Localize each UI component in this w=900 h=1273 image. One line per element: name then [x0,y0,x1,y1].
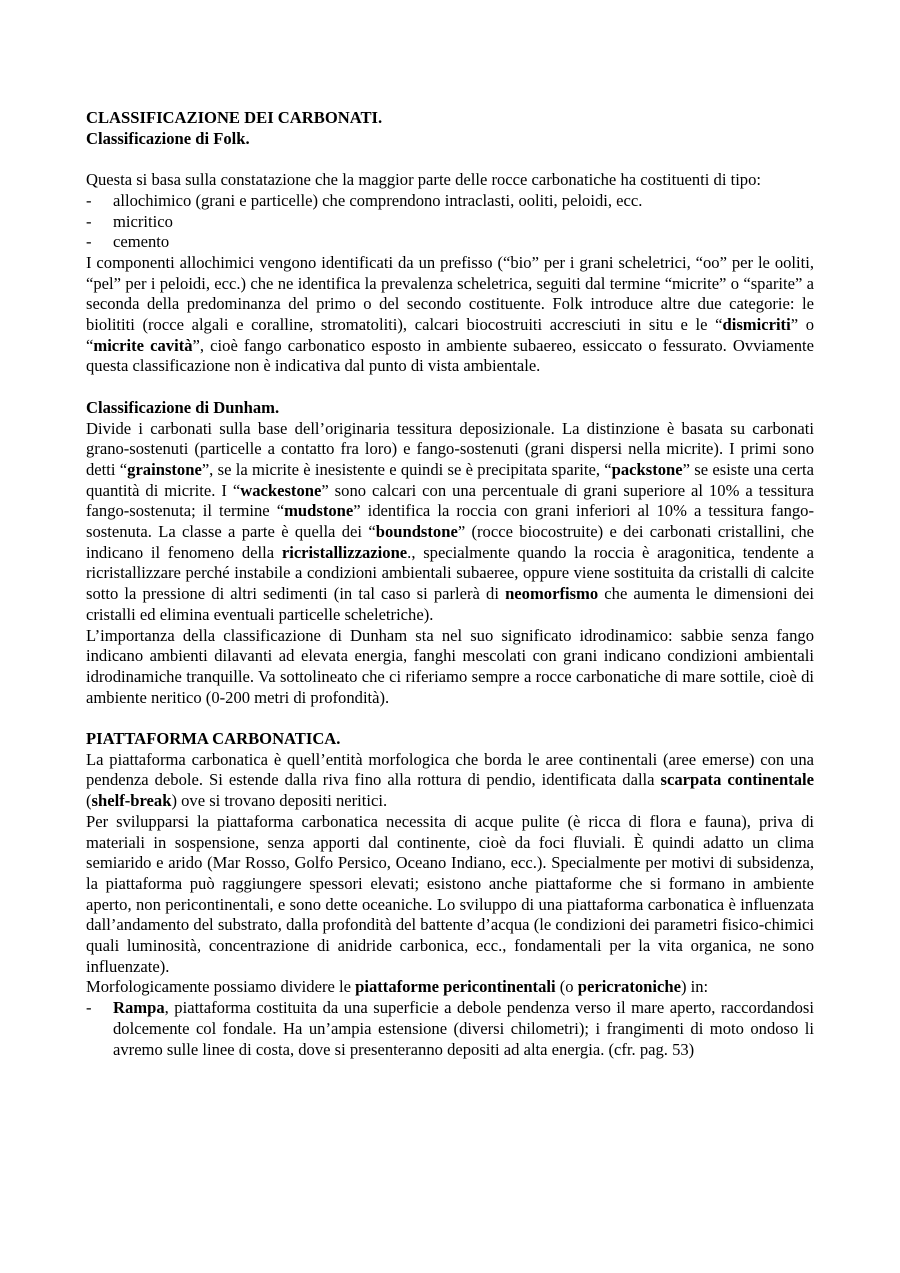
list-item-text: micritico [113,211,173,231]
spacer [86,149,814,170]
term-shelf-break: shelf-break [91,791,172,811]
text-run: ) ove si trovano depositi neritici. [171,791,388,811]
text-run: ” o “ [86,315,814,355]
piattaforma-paragraph-3 [86,977,814,998]
piattaforma-heading: PIATTAFORMA CARBONATICA. [86,729,341,749]
dunham-heading: Classificazione di Dunham. [86,397,280,417]
text-run: ” sono calcari con una percentuale di grani superiore al 10% a tessitura fango-sostenuta; il termine “ [86,480,814,521]
text-run: , piattaforma costituita da una superficie a debole pendenza verso il mare aperto, raccordandosi dolcemente col fondale. Ha un’ampia estensione (diversi chilometri); i frangimenti di moto ondoso li avremo sulle linee di costa, dove si presenteranno depositi ad alta energia. (cfr. pag. 53) [113,998,814,1059]
list-item-text: cemento [113,232,170,252]
term-grainstone: grainstone [127,459,202,479]
dunham-paragraph-2: L’importanza della classificazione di Dunham sta nel suo significato idrodinamico: sabbie senza fango indicano ambienti dilavanti ad elevata energia, fanghi mescolati con grani indicano condizioni ambientali idrodinamiche tranquille. Va sottolineato che ci riferiamo sempre a rocce carbonatiche di mare sottile, cioè di ambiente neritico (0-200 metri di profondità). [86,625,814,707]
text-run: ” identifica la roccia con grani inferiori al 10% a tessitura fango-sostenuta. La classe a parte è quella dei “ [86,501,814,542]
text-run: Morfologicamente possiamo dividere le [86,977,356,997]
text-run: La piattaforma carbonatica è quell’entità morfologica che borda le aree continentali (aree emerse) con una pendenza debole. Si estende dalla riva fino alla rottura di pendio, identificata dalla [86,749,814,790]
list-item [86,998,814,1060]
text-run: ” se esiste una certa quantità di micrite. I “ [86,459,814,500]
text-run: (o [555,977,578,997]
term-piattaforme-pericontinentali: piattaforme pericontinentali [355,977,556,997]
bullet-dash: - [86,998,92,1018]
document-title: CLASSIFICAZIONE DEI CARBONATI. [86,108,383,127]
bullet-dash: - [86,190,92,210]
term-mudstone: mudstone [284,501,354,521]
term-pericratoniche: pericratoniche [577,977,681,997]
folk-paragraph [86,253,814,377]
piattaforma-paragraph [86,750,814,812]
spacer [86,377,814,398]
folk-intro: Questa si basa sulla constatazione che la maggior parte delle rocce carbonatiche ha costituenti di tipo: [86,170,762,190]
folk-heading: Classificazione di Folk. [86,128,250,148]
text-run: ( [86,791,92,811]
term-wackestone: wackestone [240,480,322,500]
text-run: ” (rocce biocostruite) e dei carbonati cristallini, che indicano il fenomeno della [86,522,814,562]
dunham-paragraph [86,419,814,626]
piattaforma-paragraph-2: Per svilupparsi la piattaforma carbonatica necessita di acque pulite (è ricca di flora e fauna), priva di materiali in sospensione, senza apporti dal continente, cioè da foci fluviali. È quindi adatto un clima semiarido e arido (Mar Rosso, Golfo Persico, Oceano Indiano, ecc.). Specialmente per motivi di subsidenza, la piattaforma può raggiungere spessori elevati; esistono anche piattaforme che si formano in ambiente aperto, non pericontinentali, e sono dette oceaniche. Lo sviluppo di una piattaforma carbonatica è influenzata dall’andamento del substrato, dalla profondità del battente d’acqua (le condizioni dei parametri fisico-chimici quali luminosità, concentrazione di anidride carbonica, ecc., fondamentali per la vita organica, ne sono influenzate). [86,811,814,976]
list-item [86,191,814,212]
bullet-dash: - [86,211,92,231]
list-item [86,232,814,253]
text-run: ”, se la micrite è inesistente e quindi se è precipitata sparite, “ [201,459,612,479]
list-item-text [113,998,814,1060]
term-scarpata-continentale: scarpata continentale [660,770,814,790]
text-run: Divide i carbonati sulla base dell’originaria tessitura deposizionale. La distinzione è basata su carbonati grano-sostenuti (particelle a contatto fra loro) e fango-sostenuti (grani dispersi nella micrite). I primi sono detti “ [86,418,814,479]
list-item [86,212,814,233]
list-item-text: allochimico (grani e particelle) che comprendono intraclasti, ooliti, peloidi, ecc. [113,190,643,210]
spacer [86,708,814,729]
bullet-dash: - [86,232,92,252]
text-run: ) in: [680,977,709,997]
term-dismicriti: dismicriti [722,315,791,335]
term-micrite-cavita: micrite cavità [93,335,193,355]
term-boundstone: boundstone [375,522,458,542]
document-page [86,108,814,1060]
term-packstone: packstone [611,459,683,479]
text-run: che aumenta le dimensioni dei cristalli ed elimina eventuali particelle scheletriche). [86,584,814,624]
text-run: ., specialmente quando la roccia è aragonitica, tendente a ricristallizzare perché instabile a condizioni ambientali subaeree, oppure viene sostituita da cristalli di calcite sotto la pressione di altri sedimenti (in tal caso si parlerà di [86,542,814,604]
term-neomorfismo: neomorfismo [505,584,599,604]
text-run: ”, cioè fango carbonatico esposto in ambiente subaereo, essiccato o fessurato. Ovviamente questa classificazione non è indicativa dal punto di vista ambientale. [86,335,814,376]
term-rampa: Rampa [113,998,165,1018]
text-run: I componenti allochimici vengono identificati da un prefisso (“bio” per i grani scheletrici, “oo” per le ooliti, “pel” per i peloidi, ecc.) che ne identifica la prevalenza scheletrica, seguiti dal termine “micrite” o “sparite” a seconda della predominanza del primo o del secondo costituente. Folk introduce altre due categorie: le biolititi (rocce algali e coralline, stromatoliti), calcari biocostruiti accresciuti in situ e le “ [86,252,814,335]
term-ricristallizzazione: ricristallizzazione [281,542,408,562]
